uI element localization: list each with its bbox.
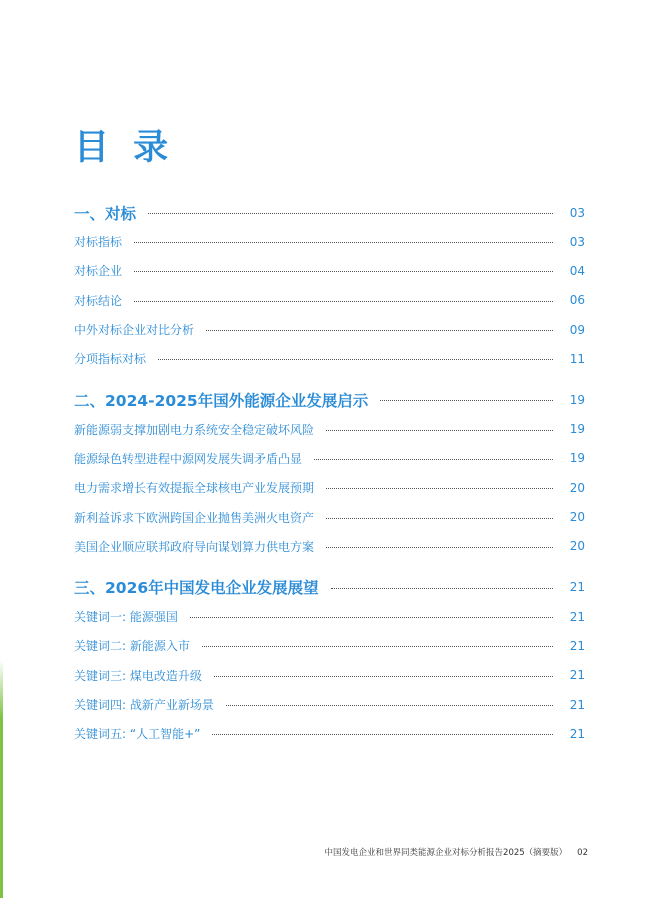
toc-item[interactable] (74, 532, 585, 561)
leader-dots (326, 488, 553, 489)
toc-item[interactable] (74, 631, 585, 660)
toc-page-number: 11 (569, 351, 585, 366)
leader-dots (326, 547, 553, 548)
toc-item[interactable] (74, 344, 585, 373)
toc-page-number: 09 (569, 322, 585, 337)
leader-dots (148, 213, 553, 214)
toc-item-label: 新利益诉求下欧洲跨国企业抛售美洲火电资产 (74, 510, 315, 525)
toc-item-label: 关键词二: 新能源入市 (74, 639, 190, 654)
toc-page-number: 21 (569, 697, 585, 712)
leader-dots (134, 242, 553, 243)
leader-dots (202, 646, 553, 647)
leader-dots (226, 705, 553, 706)
toc-item-label: 关键词五: “人工智能+” (74, 727, 201, 742)
toc-section-1[interactable] (74, 198, 585, 227)
toc-section-label: 二、2024-2025年国外能源企业发展启示 (74, 391, 369, 410)
toc-page-number: 06 (569, 293, 585, 308)
leader-dots (380, 400, 553, 401)
toc-page-number: 21 (569, 580, 585, 595)
table-of-contents (74, 198, 585, 748)
toc-page-number: 04 (569, 263, 585, 278)
toc-page-number: 19 (569, 422, 585, 437)
leader-dots (134, 271, 553, 272)
toc-item-label: 电力需求增长有效提振全球核电产业发展预期 (74, 481, 315, 496)
toc-page-number: 21 (569, 668, 585, 683)
toc-section-2[interactable] (74, 385, 585, 414)
toc-page-number: 20 (569, 510, 585, 525)
page-title: 目 录 (74, 128, 175, 168)
toc-page-number: 19 (569, 392, 585, 407)
toc-item[interactable] (74, 286, 585, 315)
toc-page-number: 21 (569, 609, 585, 624)
toc-item-label: 新能源弱支撑加剧电力系统安全稳定破坏风险 (74, 422, 315, 437)
footer-report-title: 中国发电企业和世界同类能源企业对标分析报告2025（摘要版） (324, 848, 568, 858)
leader-dots (206, 330, 553, 331)
toc-section-3[interactable] (74, 573, 585, 602)
toc-item[interactable] (74, 414, 585, 443)
toc-page-number: 19 (569, 451, 585, 466)
toc-item[interactable] (74, 690, 585, 719)
toc-page-number: 21 (569, 638, 585, 653)
leader-dots (190, 617, 553, 618)
toc-item[interactable] (74, 444, 585, 473)
leader-dots (314, 459, 553, 460)
toc-item[interactable] (74, 602, 585, 631)
toc-item-label: 关键词四: 战新产业新场景 (74, 698, 214, 712)
leader-dots (214, 676, 553, 677)
leader-dots (212, 734, 553, 735)
leader-dots (326, 518, 553, 519)
toc-item-label: 对标指标 (74, 235, 123, 250)
toc-section-label: 一、对标 (74, 204, 137, 223)
toc-item-label: 对标企业 (74, 264, 123, 279)
toc-item[interactable] (74, 227, 585, 256)
toc-item-label: 美国企业顺应联邦政府导向谋划算力供电方案 (74, 539, 315, 554)
leader-dots (134, 301, 553, 302)
toc-item-label: 关键词三: 煤电改造升级 (74, 668, 202, 683)
toc-item-label: 关键词一: 能源强国 (74, 610, 178, 625)
toc-page-number: 03 (569, 234, 585, 249)
toc-item[interactable] (74, 661, 585, 690)
footer-page-number: 02 (577, 848, 588, 858)
toc-section-label: 三、2026年中国发电企业发展展望 (74, 579, 319, 598)
toc-page-number: 21 (569, 726, 585, 741)
toc-item[interactable] (74, 719, 585, 748)
toc-item-label: 中外对标企业对比分析 (74, 323, 195, 338)
page-footer (325, 846, 588, 858)
toc-item-label: 分项指标对标 (74, 352, 147, 367)
toc-item-label: 能源绿色转型进程中源网发展失调矛盾凸显 (74, 451, 303, 466)
toc-item[interactable] (74, 473, 585, 502)
leader-dots (331, 588, 553, 589)
toc-item[interactable] (74, 256, 585, 285)
toc-page-number: 03 (569, 205, 585, 220)
toc-page-number: 20 (569, 480, 585, 495)
leader-dots (326, 430, 553, 431)
toc-item[interactable] (74, 502, 585, 531)
left-accent-bar (0, 660, 3, 898)
toc-item-label: 对标结论 (74, 293, 123, 308)
toc-page-number: 20 (569, 539, 585, 554)
toc-item[interactable] (74, 315, 585, 344)
leader-dots (158, 359, 553, 360)
